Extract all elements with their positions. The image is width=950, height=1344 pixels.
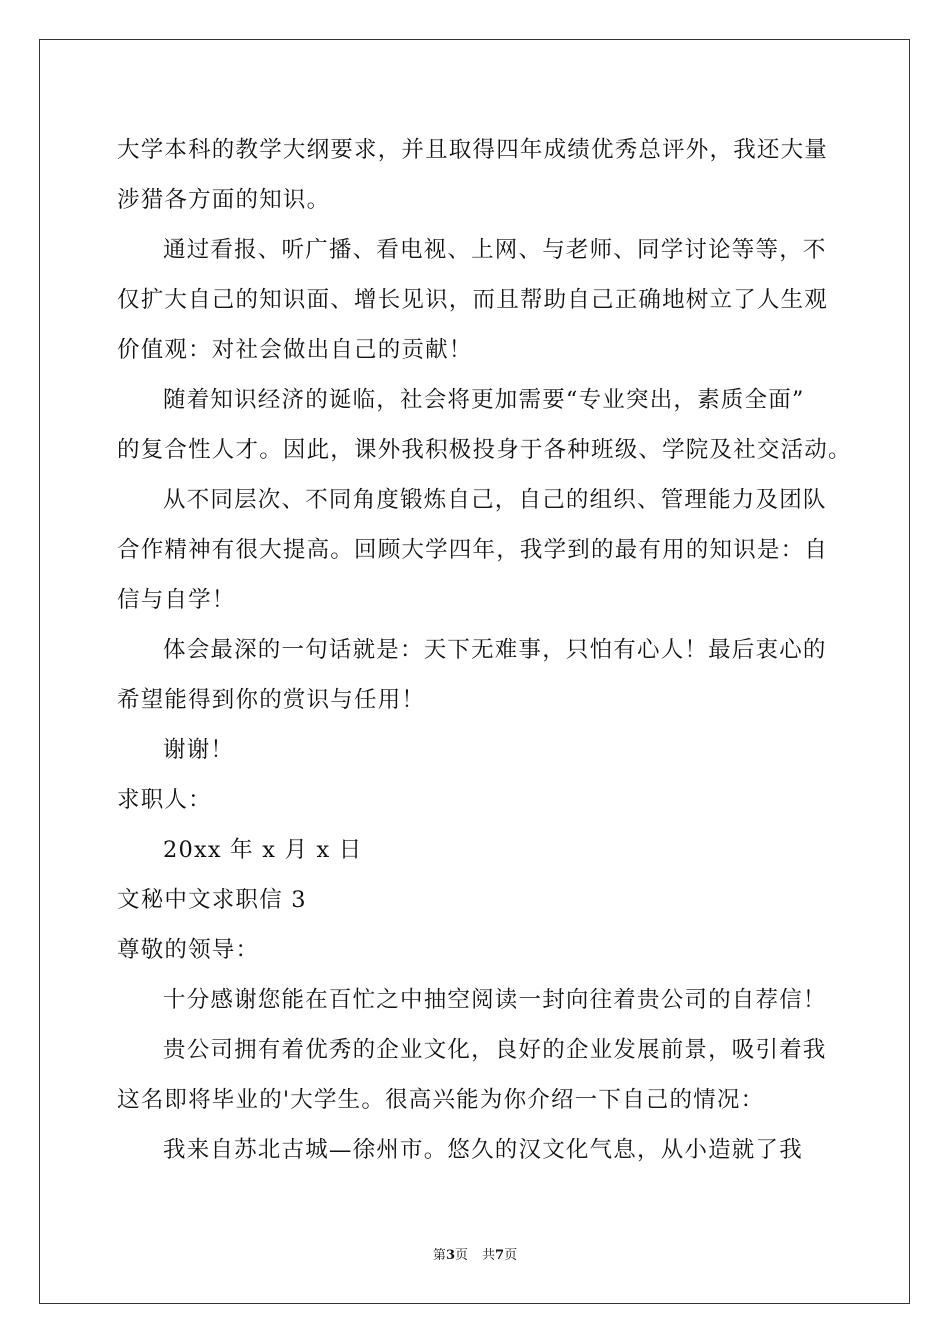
- text-line: 价值观：对社会做出自己的贡献！: [117, 337, 473, 363]
- text-line: 20xx 年 x 月 x 日: [163, 837, 363, 863]
- text-line: 十分感谢您能在百忙之中抽空阅读一封向往着贵公司的自荐信！: [163, 987, 827, 1013]
- salutation: 尊敬的领导：: [117, 937, 260, 963]
- text-line: 信与自学！: [117, 587, 236, 613]
- text-line: 合作精神有很大提高。回顾大学四年，我学到的最有用的知识是：自: [117, 537, 829, 563]
- page-prefix: 第: [432, 1248, 446, 1263]
- total-prefix: 共: [482, 1248, 496, 1263]
- section-title: 文秘中文求职信 3: [117, 887, 307, 913]
- text-line: 的复合性人才。因此，课外我积极投身于各种班级、学院及社交活动。: [117, 437, 852, 463]
- text-line: 谢谢！: [163, 737, 235, 763]
- text-line: 从不同层次、不同角度锻炼自己，自己的组织、管理能力及团队: [163, 487, 827, 513]
- text-line: 随着知识经济的诞临，社会将更加需要“专业突出，素质全面”: [163, 387, 805, 413]
- text-line: 希望能得到你的赏识与任用！: [117, 687, 426, 713]
- total-suffix: 页: [504, 1248, 518, 1263]
- page-footer: [0, 1247, 950, 1265]
- text-line: 贵公司拥有着优秀的企业文化，良好的企业发展前景，吸引着我: [163, 1037, 827, 1063]
- text-line: 通过看报、听广播、看电视、上网、与老师、同学讨论等等，不: [163, 237, 827, 263]
- text-line: 体会最深的一句话就是：天下无难事，只怕有心人！最后衷心的: [163, 637, 827, 663]
- text-line: 我来自苏北古城—徐州市。悠久的汉文化气息，从小造就了我: [163, 1137, 803, 1163]
- total-page-number: 7: [495, 1248, 505, 1263]
- text-line: 涉猎各方面的知识。: [117, 187, 331, 213]
- text-line: 这名即将毕业的'大学生。很高兴能为你介绍一下自己的情况：: [117, 1087, 765, 1113]
- text-line: 大学本科的教学大纲要求，并且取得四年成绩优秀总评外，我还大量: [117, 137, 829, 163]
- text-line: 求职人：: [117, 787, 212, 813]
- current-page-number: 3: [445, 1248, 455, 1263]
- page-suffix: 页: [454, 1248, 468, 1263]
- document-body: [117, 129, 852, 1179]
- text-line: 仅扩大自己的知识面、增长见识，而且帮助自己正确地树立了人生观: [117, 287, 829, 313]
